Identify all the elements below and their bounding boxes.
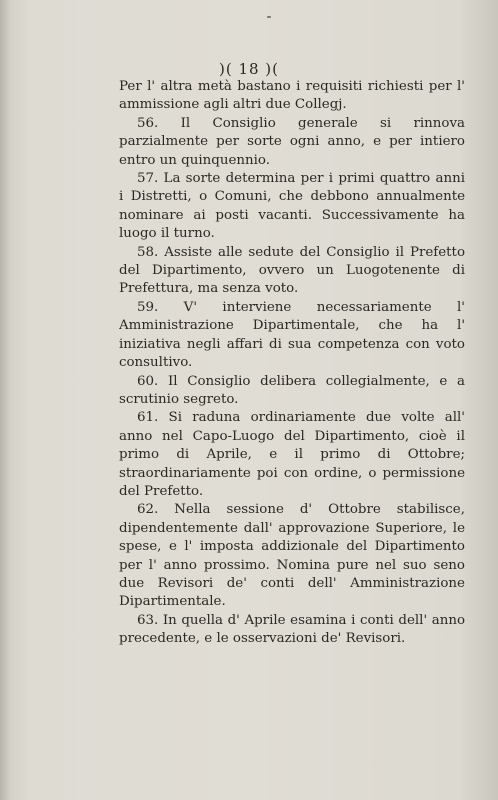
article-59: 59. V' interviene necessariamente l' Amministrazione Dipartimentale, che ha l' iniziativa negli affari di sua competenza con voto consultivo. [119,299,465,371]
article-60: 60. Il Consiglio delibera collegialmente, e a scrutinio segreto. [119,373,465,407]
article-57: 57. La sorte determina per i primi quattro anni i Distretti, o Comuni, che debbono annualmente nominare ai posti vacanti. Successivamente ha luogo il turno. [119,171,465,242]
page-body [119,78,465,649]
page-header: )( 18 )( [218,60,280,78]
article-62: 62. Nella sessione d' Ottobre stabilisce, dipendentemente dall' approvazione Superiore, le spese, e l' imposta addizionale del Dipartimento per l' anno prossimo. Nomina pure nel suo seno due Revisori de' conti dell' Amministrazione Dipartimentale. [119,502,465,610]
article-56: 56. Il Consiglio generale si rinnova parzialmente per sorte ogni anno, e per intiero entro un quinquennio. [119,115,465,168]
ink-speck [267,16,271,18]
page-spine-shadow [0,0,10,800]
article-61: 61. Si raduna ordinariamente due volte all' anno nel Capo-Luogo del Dipartimento, cioè il primo di Aprile, e il primo di Ottobre; straordinariamente poi con ordine, o permissione del Prefetto. [119,410,465,499]
article-63: 63. In quella d' Aprile esamina i conti dell' anno precedente, e le osservazioni de' Revisori. [119,612,465,647]
paragraph-continuation: Per l' altra metà bastano i requisiti richiesti per l' ammissione agli altri due Collegj. [119,79,465,113]
article-58: 58. Assiste alle sedute del Consiglio il Prefetto del Dipartimento, ovvero un Luogotenente di Prefettura, ma senza voto. [119,244,465,297]
